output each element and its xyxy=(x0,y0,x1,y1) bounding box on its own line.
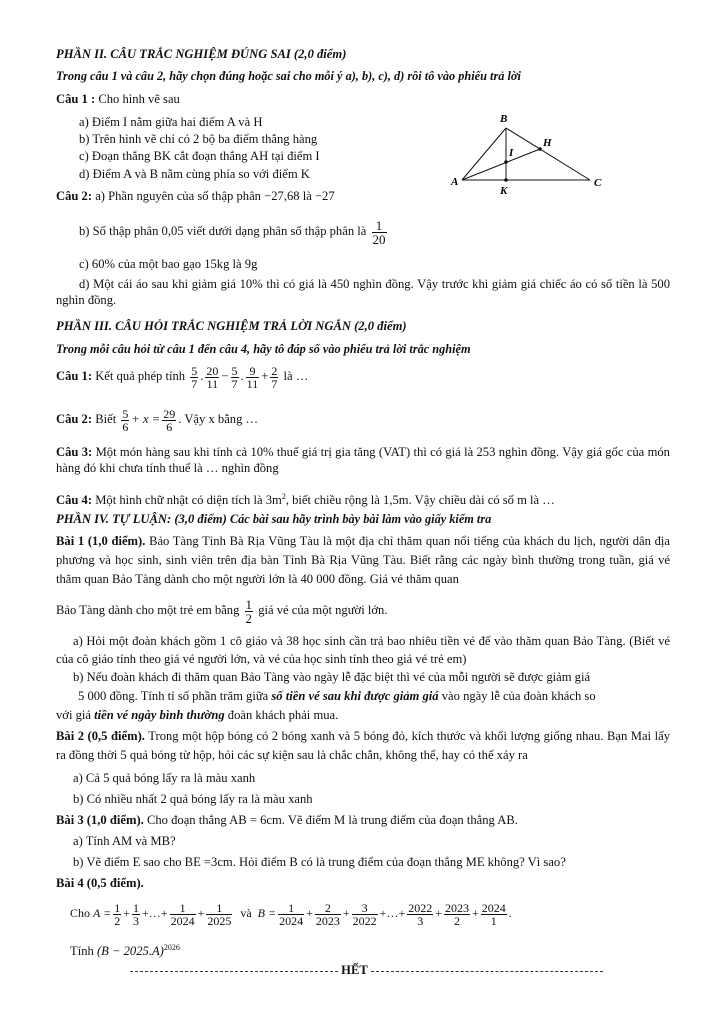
numerator: 1 xyxy=(245,596,253,612)
denominator: 2024 xyxy=(170,913,195,928)
option-d: d) Một cái áo sau khi giảm giá 10% thì có giá là 450 nghìn đồng. Vậy trước khi giảm giá chiếc áo có số tiền là 500 nghìn đồng. xyxy=(56,277,670,307)
bai-1-part-a: a) Hỏi một đoàn khách gồm 1 cô giáo và 38 học sinh cần trả bao nhiêu tiền vé để vào thăm quan Bảo Tàng. (Biết vé của cô giáo tính theo giá vé người lớn, và vé của học sinh tính theo giá vé trẻ em) xyxy=(56,634,670,666)
operator: + xyxy=(261,369,269,383)
section-4-heading: PHẦN IV. TỰ LUẬN: (3,0 điểm) xyxy=(56,512,227,526)
numerator: 5 xyxy=(231,363,238,378)
end-line xyxy=(130,962,603,978)
option-b: b) Trên hình vẽ chỉ có 2 bộ ba điểm thẳng hàng xyxy=(79,132,318,146)
q1-line xyxy=(56,91,180,107)
question-label: Câu 2: xyxy=(56,412,93,426)
problem-text: với giá xyxy=(56,708,91,722)
label-i: I xyxy=(509,147,514,159)
fraction xyxy=(162,408,176,433)
problem-text: Cho xyxy=(70,906,91,920)
numerator: 3 xyxy=(361,900,368,915)
fraction xyxy=(481,902,507,927)
numerator: 2024 xyxy=(481,900,506,915)
option-c: c) 60% của một bao gạo 15kg là 9g xyxy=(79,257,258,271)
problem-text: Bảo Tàng dành cho một trẻ em bằng xyxy=(56,603,240,617)
option-d: d) Điểm A và B nằm cùng phía so với điểm K xyxy=(79,167,310,181)
problem-text: giá vé của một người lớn. xyxy=(258,603,388,617)
bai-1-part-b-2 xyxy=(78,688,596,704)
segment-bc xyxy=(506,128,590,180)
emphasis-text: số tiền vé sau khi được giảm giá xyxy=(271,689,439,703)
denominator: 1 xyxy=(481,914,507,927)
option-a: a) Phần nguyên của số thập phân −27,68 là −27 xyxy=(95,189,335,203)
variable-a: A = xyxy=(93,906,112,920)
option-a: a) Điểm I nằm giữa hai điểm A và H xyxy=(79,115,263,129)
operator: . xyxy=(200,369,204,383)
denominator: 2 xyxy=(444,914,470,927)
fraction xyxy=(270,365,278,390)
divider xyxy=(130,971,338,972)
numerator: 5 xyxy=(122,406,129,421)
numerator: 1 xyxy=(216,900,223,915)
problem-text: 5 000 đồng. Tính tỉ số phần trăm giữa xyxy=(78,689,269,703)
numerator: 1 xyxy=(375,217,383,233)
question-text: là … xyxy=(283,369,309,383)
section-4-note: Các bài sau hãy trình bày bài làm vào giấy kiểm tra xyxy=(229,512,492,526)
option-c: c) Đoạn thẳng BK cắt đoạn thẳng AH tại điểm I xyxy=(79,149,320,163)
fraction xyxy=(190,365,198,390)
section-3-heading: PHẦN III. CÂU HỎI TRẮC NGHIỆM TRẢ LỜI NGẮN (2,0 điểm) xyxy=(56,319,407,333)
denominator: 11 xyxy=(206,376,219,391)
fraction xyxy=(444,902,470,927)
triangle-figure xyxy=(448,110,618,198)
denominator: 3 xyxy=(407,914,433,927)
operator: . xyxy=(240,369,244,383)
superscript: 2 xyxy=(281,492,286,501)
denominator: 2 xyxy=(245,610,253,626)
numerator: 5 xyxy=(191,363,198,378)
fraction xyxy=(246,365,260,390)
label-c: C xyxy=(594,177,602,189)
fraction xyxy=(407,902,433,927)
point-i xyxy=(504,160,508,164)
question-label: Câu 3: xyxy=(56,445,93,459)
fraction xyxy=(231,365,239,390)
bai-3-text xyxy=(56,812,518,828)
fraction xyxy=(170,902,196,927)
numerator: 29 xyxy=(163,406,176,421)
question-label: Câu 2: xyxy=(56,189,93,203)
fraction xyxy=(121,408,129,433)
denominator: 2022 xyxy=(352,913,377,928)
denominator: 2025 xyxy=(207,913,232,928)
emphasis-text: tiền vé ngày bình thường xyxy=(94,708,225,722)
numerator: 1 xyxy=(179,900,186,915)
divider xyxy=(371,971,603,972)
problem-text: Bảo Tàng Tỉnh Bà Rịa Vũng Tàu là một địa chỉ thăm quan nổi tiếng của khách du lịch, người dân địa phương và học sinh, sinh viên trên địa bàn Tỉnh Bà Rịa Vũng Tàu. Biết rằng các ngày bình thường trong tuần, giá vé thăm quan Bảo Tàng dành cho một người lớn là 40 000 đồng. Giá vé thăm quan xyxy=(56,534,670,586)
label-b: B xyxy=(500,113,508,125)
question-text: Một món hàng sau khi tính cả 10% thuế giá trị gia tăng (VAT) thì có giá là 253 nghìn đồng. Vậy giá gốc của món hàng đó khi chưa tính thuế là … nghìn đồng xyxy=(56,445,670,475)
p3-q4-line xyxy=(56,489,555,508)
bai-1-text xyxy=(56,532,670,589)
p3-q3-line xyxy=(56,444,670,476)
problem-text: vào ngày lễ của đoàn khách so xyxy=(441,689,596,703)
question-text: , biết chiều rộng là 1,5m. Vậy chiều dài có số m là … xyxy=(285,493,555,508)
section-4-heading-line xyxy=(56,511,491,527)
p3-q1-line xyxy=(56,358,308,394)
section-2-instruction: Trong câu 1 và câu 2, hãy chọn đúng hoặc sai cho mỗi ý a), b), c), d) rồi tô vào phiếu trả lời xyxy=(56,69,521,83)
fraction xyxy=(372,219,387,246)
segment-ab xyxy=(462,128,506,180)
option-b xyxy=(79,214,389,248)
end-marker: HẾT xyxy=(341,963,368,977)
bai-1-part-b-1: b) Nếu đoàn khách đi thăm quan Bảo Tàng vào ngày lễ đặc biệt thì vé của mỗi người sẽ được giảm giá xyxy=(73,670,591,684)
p3-q2-line xyxy=(56,401,258,437)
numerator: 20 xyxy=(206,363,219,378)
bai-4-task xyxy=(70,940,180,959)
numerator: 1 xyxy=(114,900,121,915)
bai-1-part-b-3 xyxy=(56,707,338,723)
section-3-instruction: Trong mỗi câu hỏi từ câu 1 đến câu 4, hãy tô đáp số vào phiếu trả lời trắc nghiệm xyxy=(56,342,471,356)
numerator: 2 xyxy=(271,363,278,378)
question-text: Cho hình vẽ sau xyxy=(98,92,180,106)
denominator: 6 xyxy=(122,419,129,434)
problem-text: Trong một hộp bóng có 2 bóng xanh và 5 bóng đỏ, kích thước và khối lượng giống nhau. Bạn Mai lấy ra đồng thời 5 quả bóng từ hộp, hỏi các sự kiện sau là chắc chắn, không thể, hay có thể xảy ra xyxy=(56,729,670,762)
exponent: 2026 xyxy=(163,943,180,952)
denominator: 3 xyxy=(133,913,140,928)
bai-4-label: Bài 4 (0,5 điểm). xyxy=(56,876,144,890)
numerator: 9 xyxy=(249,363,256,378)
equation-text: + x = xyxy=(131,412,161,426)
numerator: 2023 xyxy=(445,900,469,915)
bai-1-text-2 xyxy=(56,594,387,626)
bai-2-part-b: b) Có nhiều nhất 2 quả bóng lấy ra là màu xanh xyxy=(73,792,313,806)
label-k: K xyxy=(500,185,508,197)
bai-3-part-b: b) Vẽ điểm E sao cho BE =3cm. Hỏi điểm B có là trung điểm của đoạn thẳng ME không? Vì sao? xyxy=(73,855,566,869)
variable-b: B = xyxy=(257,906,277,920)
point-k xyxy=(504,178,508,182)
problem-label: Bài 2 (0,5 điểm). xyxy=(56,729,145,743)
problem-text: Tính xyxy=(70,944,94,959)
fraction xyxy=(132,902,140,927)
operator: − xyxy=(221,369,229,383)
question-text: Một hình chữ nhật có diện tích là 3m xyxy=(95,493,282,508)
numerator: 2022 xyxy=(408,900,433,915)
fraction xyxy=(205,365,219,390)
numerator: 1 xyxy=(133,900,140,915)
label-h: H xyxy=(543,137,552,149)
denominator: 6 xyxy=(162,420,176,433)
segment-ah xyxy=(462,149,540,180)
bai-3-part-a: a) Tính AM và MB? xyxy=(73,834,176,848)
operator: +…+ xyxy=(379,906,406,920)
problem-label: Bài 1 (1,0 điểm). xyxy=(56,534,146,548)
question-label: Câu 4: xyxy=(56,493,93,508)
fraction xyxy=(315,902,341,927)
denominator: 11 xyxy=(246,376,259,391)
numerator: 1 xyxy=(288,900,295,915)
problem-label: Bài 3 (1,0 điểm). xyxy=(56,813,144,827)
section-2-heading: PHẦN II. CÂU TRẮC NGHIỆM ĐÚNG SAI (2,0 điểm) xyxy=(56,47,347,61)
denominator: 7 xyxy=(231,376,238,391)
denominator: 2024 xyxy=(279,913,304,928)
problem-text: Cho đoạn thẳng AB = 6cm. Vẽ điểm M là trung điểm của đoạn thẳng AB. xyxy=(146,813,518,827)
denominator: 2 xyxy=(114,913,121,928)
question-text: Kết quả phép tính xyxy=(95,369,186,383)
expression: (B − 2025.A) xyxy=(96,944,164,959)
bai-4-formula: Cho A = $\frac{1}{2}$ + $\frac{1}{3}$ +…+ $\frac{1}{2024}$ + $\frac{1}{2025}$ và B = $\frac{1}{2024}$ + $\frac{2}{2023}$ + $\frac{3}{2022}$ +…+ $\frac{2022}{3}$ + $\frac{2023}{2}$ + $\frac{2024}{1}$ . xyxy=(70,900,512,928)
question-label: Câu 1 : xyxy=(56,92,96,106)
point-h xyxy=(538,147,542,151)
label-a: A xyxy=(451,176,459,188)
question-text: Biết xyxy=(95,412,117,426)
fraction xyxy=(278,902,304,927)
operator: +…+ xyxy=(142,906,168,920)
bai-2-part-a: a) Cả 5 quả bóng lấy ra là màu xanh xyxy=(73,771,256,785)
bai-2-text xyxy=(56,727,670,765)
question-label: Câu 1: xyxy=(56,369,93,383)
option-text: b) Số thập phân 0,05 viết dưới dạng phân số thập phân là xyxy=(79,224,367,238)
fraction xyxy=(206,902,232,927)
denominator: 2023 xyxy=(315,913,340,928)
fraction xyxy=(245,598,254,625)
denominator: 20 xyxy=(372,231,386,247)
fraction xyxy=(113,902,121,927)
denominator: 7 xyxy=(271,376,278,391)
fraction xyxy=(352,902,378,927)
conjunction: và xyxy=(240,906,252,920)
denominator: 7 xyxy=(191,376,198,391)
numerator: 2 xyxy=(324,900,331,915)
q2-line xyxy=(56,188,335,204)
question-text: . Vậy x bằng … xyxy=(178,412,259,426)
problem-text: đoàn khách phải mua. xyxy=(227,708,339,722)
